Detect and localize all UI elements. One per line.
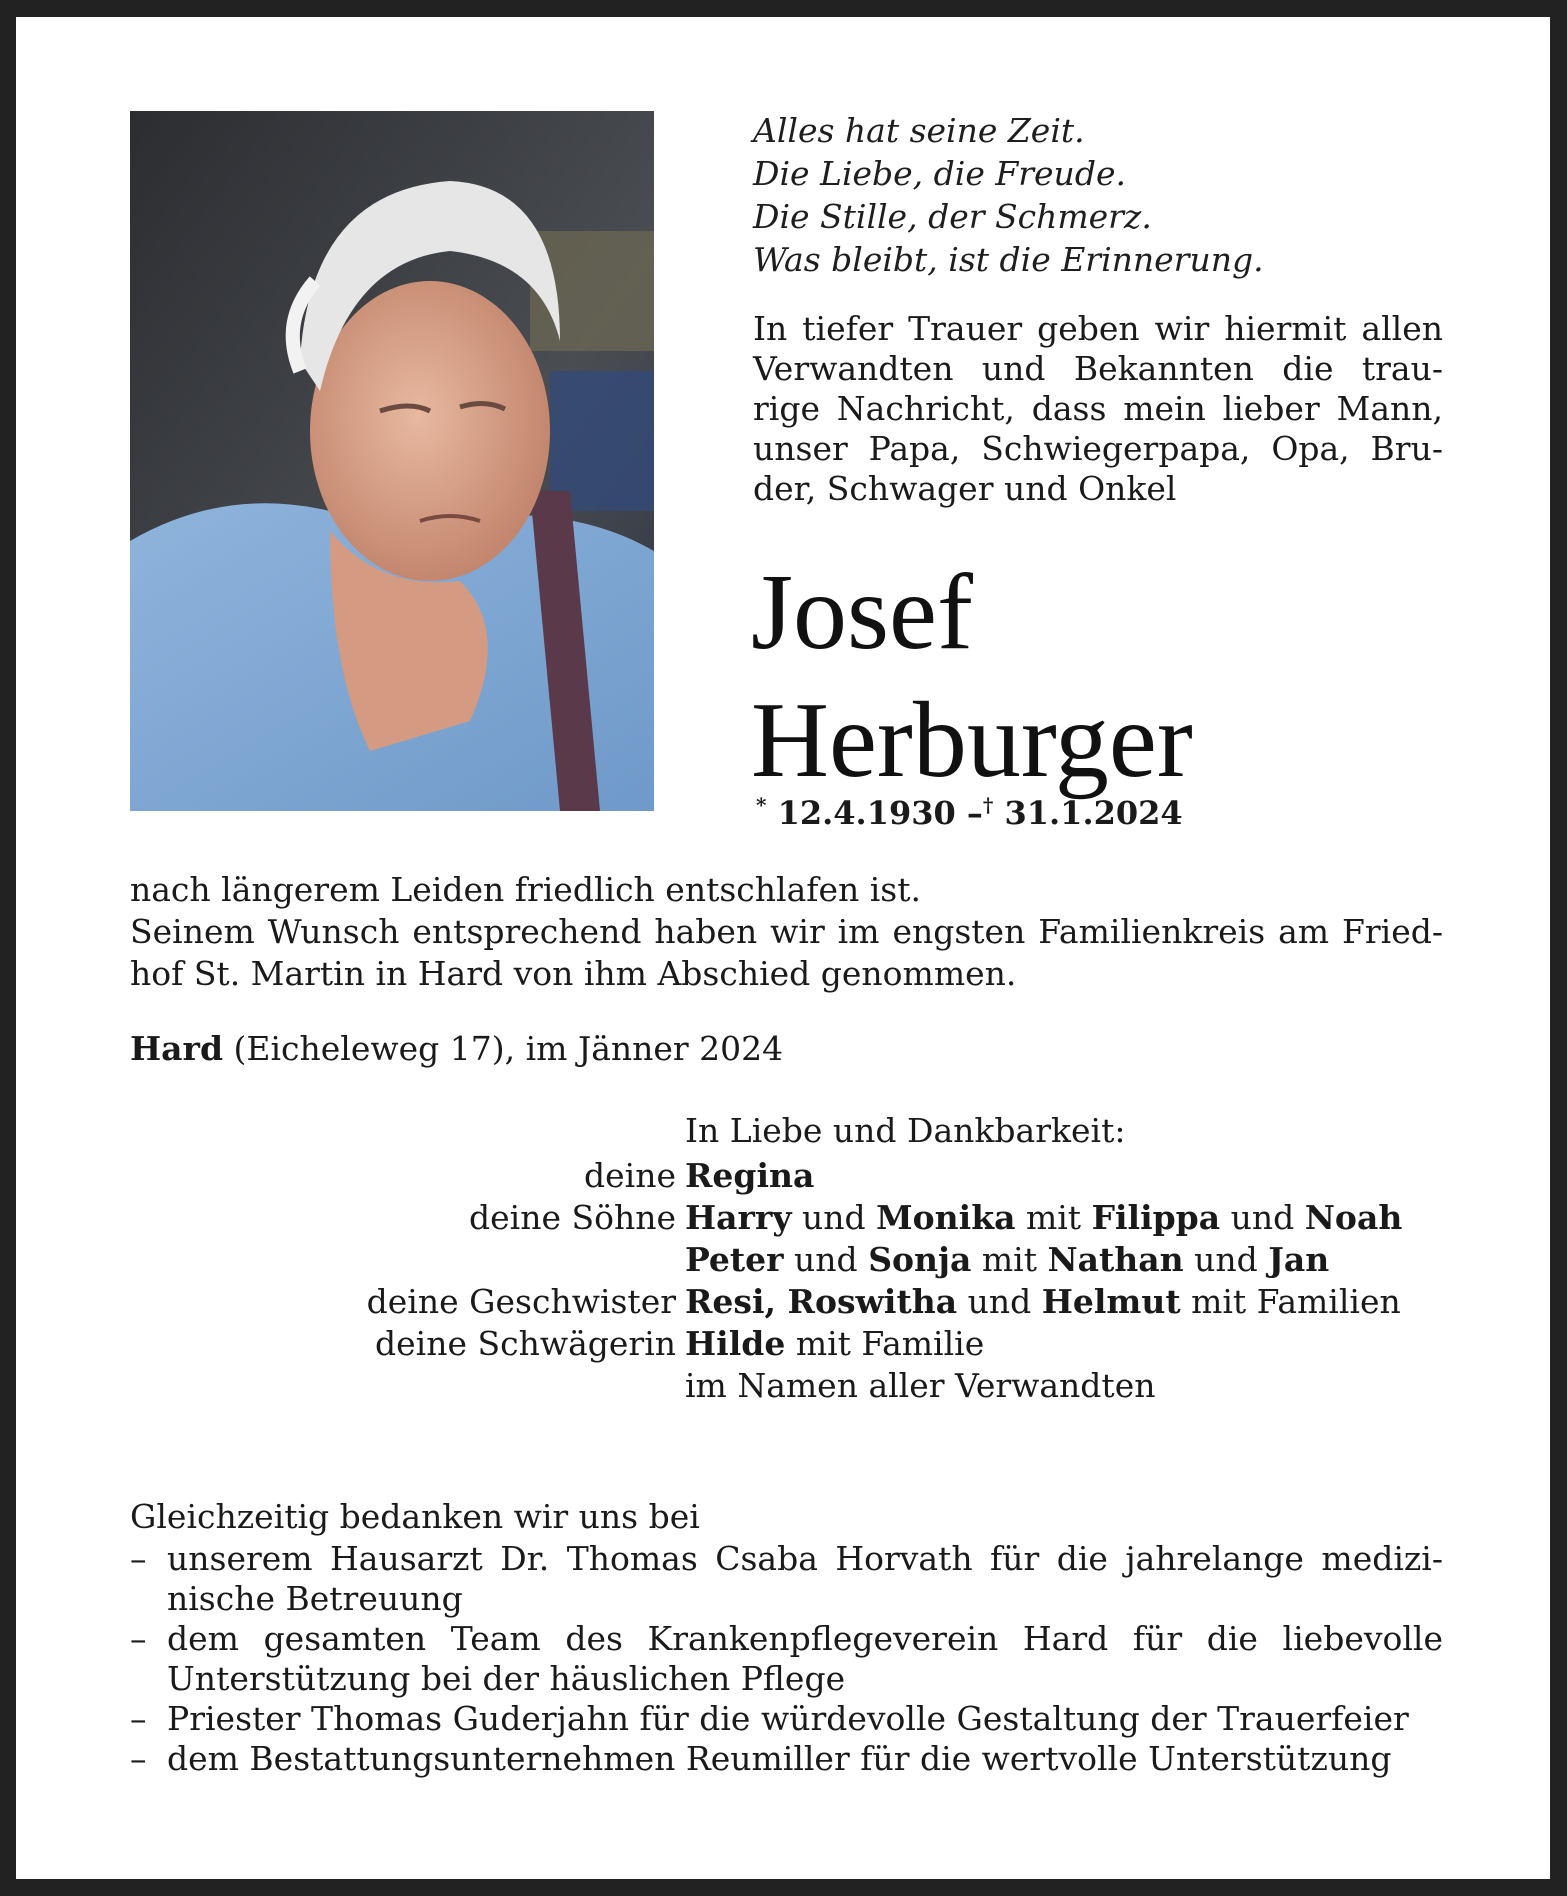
relation-label — [130, 1365, 685, 1407]
family-name: Monika — [876, 1198, 1016, 1237]
family-names — [685, 1281, 1401, 1323]
family-list — [130, 1155, 1443, 1407]
family-row — [130, 1323, 1443, 1365]
family-name: Resi, Roswitha — [685, 1282, 958, 1321]
connector: und — [1183, 1240, 1269, 1279]
life-dates — [756, 793, 1183, 832]
relation-label — [130, 1239, 685, 1281]
family-names: im Namen aller Verwandten — [685, 1366, 1156, 1405]
body-line: nach längerem Leiden friedlich entschlafen ist. — [130, 870, 921, 909]
ack-line: dem Bestattungsunternehmen Reumiller für die wertvolle Unterstützung — [167, 1739, 1392, 1778]
family-name: Harry — [685, 1198, 792, 1237]
obituary-page — [16, 17, 1550, 1879]
death-symbol: † — [982, 793, 994, 817]
family-name: Regina — [685, 1156, 815, 1195]
relation-label: deine Geschwister — [366, 1282, 676, 1321]
place-town: Hard — [130, 1029, 224, 1068]
family-names — [685, 1323, 984, 1365]
ack-line: Unterstützung bei der häuslichen Pflege — [167, 1659, 846, 1698]
intro-paragraph — [753, 309, 1443, 509]
connector: mit Familien — [1180, 1282, 1401, 1321]
place-details: (Eicheleweg 17), im Jänner 2024 — [223, 1029, 784, 1068]
connector: mit — [971, 1240, 1048, 1279]
verse-line: Was bleibt, ist die Erinnerung. — [753, 240, 1264, 279]
intro-line: rige Nachricht, dass mein lieber Mann, — [753, 389, 1443, 428]
verse-line: Alles hat seine Zeit. — [753, 111, 1085, 150]
family-name: Peter — [685, 1240, 784, 1279]
family-name: Hilde — [685, 1324, 786, 1363]
portrait-icon — [130, 111, 654, 811]
acknowledgement-list — [130, 1539, 1443, 1779]
connector: und — [957, 1282, 1042, 1321]
family-names — [685, 1197, 1402, 1239]
family-row — [130, 1155, 1443, 1197]
family-row — [130, 1197, 1443, 1239]
death-date: 31.1.2024 — [1004, 794, 1183, 832]
verse-line: Die Liebe, die Freude. — [753, 154, 1126, 193]
relation-label: deine Söhne — [469, 1198, 676, 1237]
thanks-heading: In Liebe und Dankbarkeit: — [685, 1111, 1126, 1150]
family-name: Filippa — [1091, 1198, 1221, 1237]
relation-label: deine Schwägerin — [375, 1324, 676, 1363]
connector: und — [1220, 1198, 1305, 1237]
family-row — [130, 1365, 1443, 1407]
intro-line: In tiefer Trauer geben wir hiermit allen — [753, 309, 1443, 348]
family-name: Nathan — [1047, 1240, 1184, 1279]
connector: mit Familie — [785, 1324, 985, 1363]
family-names — [685, 1239, 1329, 1281]
intro-line: unser Papa, Schwiegerpapa, Opa, Bru- — [753, 429, 1443, 468]
body-paragraph — [130, 869, 1443, 995]
family-name: Sonja — [868, 1240, 972, 1279]
intro-line: der, Schwager und Onkel — [753, 469, 1177, 508]
relation-label: deine — [584, 1156, 676, 1195]
family-row — [130, 1281, 1443, 1323]
verse-line: Die Stille, der Schmerz. — [753, 197, 1152, 236]
verse — [753, 109, 1264, 281]
ack-line: Priester Thomas Guderjahn für die würdevolle Gestaltung der Trauerfeier — [167, 1699, 1409, 1738]
connector: und — [791, 1198, 877, 1237]
list-item — [130, 1699, 1443, 1739]
family-row — [130, 1239, 1443, 1281]
body-line: Seinem Wunsch entsprechend haben wir im engsten Familienkreis am Fried- — [130, 912, 1443, 951]
ack-line: nische Betreuung — [167, 1579, 463, 1618]
family-name: Noah — [1304, 1198, 1403, 1237]
birth-symbol: * — [756, 793, 767, 817]
ack-line: unserem Hausarzt Dr. Thomas Csaba Horvath für die jahrelange medizi- — [167, 1539, 1443, 1578]
dash-icon: – — [130, 1699, 147, 1738]
last-name: Herburger — [751, 681, 1193, 800]
body-line: hof St. Martin in Hard von ihm Abschied genommen. — [130, 954, 1017, 993]
place-date-line — [130, 1029, 783, 1068]
list-item — [130, 1739, 1443, 1779]
dash-icon: – — [130, 1619, 147, 1658]
deceased-name — [751, 549, 1193, 805]
dash-icon: – — [130, 1739, 147, 1778]
birth-date: 12.4.1930 — [777, 794, 956, 832]
family-name: Jan — [1268, 1240, 1330, 1279]
intro-line: Verwandten und Bekannten die trau- — [753, 349, 1443, 388]
list-item — [130, 1619, 1443, 1699]
first-name: Josef — [751, 553, 973, 672]
connector: und — [783, 1240, 869, 1279]
portrait-photo — [130, 111, 654, 811]
family-names — [685, 1155, 814, 1197]
list-item — [130, 1539, 1443, 1619]
date-separator: – — [966, 794, 983, 832]
connector: mit — [1015, 1198, 1092, 1237]
acknowledgement-heading: Gleichzeitig bedanken wir uns bei — [130, 1497, 700, 1536]
family-name: Helmut — [1041, 1282, 1181, 1321]
ack-line: dem gesamten Team des Krankenpflegeverein Hard für die liebevolle — [167, 1619, 1443, 1658]
dash-icon: – — [130, 1539, 147, 1578]
